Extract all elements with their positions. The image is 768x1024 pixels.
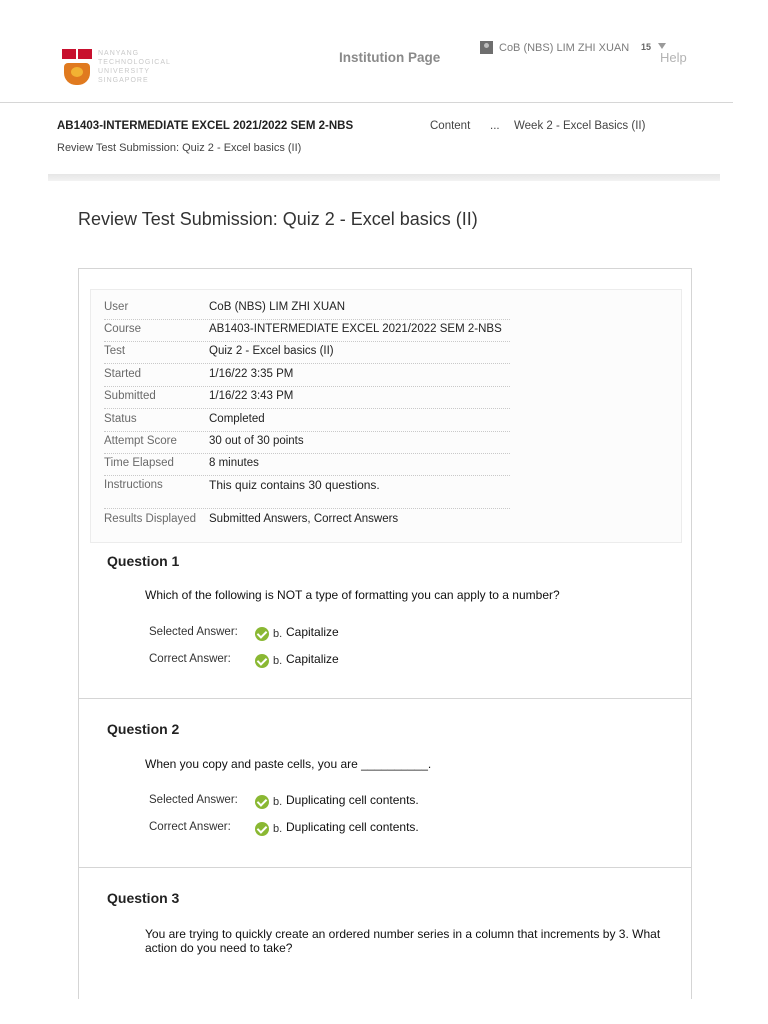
answer-letter: b. [273, 796, 283, 808]
notification-count-badge[interactable]: 15 [641, 42, 652, 52]
top-navigation-bar [0, 0, 733, 103]
summary-label: Submitted [104, 390, 156, 402]
question-block [79, 890, 691, 990]
question-title: Question 2 [107, 721, 180, 737]
summary-value: Quiz 2 - Excel basics (II) [209, 345, 334, 357]
summary-value: Completed [209, 413, 265, 425]
summary-row-user [104, 298, 510, 320]
question-block [79, 721, 691, 867]
page-title: Review Test Submission: Quiz 2 - Excel basics (II) [78, 209, 478, 229]
summary-label: User [104, 301, 129, 313]
answer-letter: b. [273, 823, 283, 835]
answer-text: Duplicating cell contents. [286, 793, 419, 807]
summary-label: Course [104, 323, 142, 335]
question-title: Question 3 [107, 890, 180, 906]
question-divider [79, 698, 691, 699]
summary-value: 30 out of 30 points [209, 435, 304, 447]
question-text: When you copy and paste cells, you are __________. [145, 757, 432, 771]
summary-value: CoB (NBS) LIM ZHI XUAN [209, 301, 346, 313]
summary-row-status [104, 410, 510, 432]
selected-answer-label: Selected Answer: [149, 794, 238, 806]
summary-label: Status [104, 413, 137, 425]
summary-label: Attempt Score [104, 435, 177, 447]
test-review-panel [78, 268, 692, 999]
breadcrumb-current-page: Review Test Submission: Quiz 2 - Excel basics (II) [57, 142, 302, 154]
summary-row-started [104, 365, 510, 387]
breadcrumb-ellipsis[interactable]: ... [490, 120, 500, 132]
summary-value: 8 minutes [209, 457, 259, 469]
submission-summary [90, 289, 682, 543]
summary-label: Results Displayed [104, 513, 197, 525]
summary-label: Time Elapsed [104, 457, 174, 469]
summary-value: 1/16/22 3:43 PM [209, 390, 294, 402]
breadcrumb-shadow-divider [48, 174, 720, 181]
correct-check-icon [255, 654, 269, 668]
summary-label: Instructions [104, 479, 163, 491]
question-text: You are trying to quickly create an ordered number series in a column that increments by 3. What action do you need to take? [145, 927, 661, 955]
question-title: Question 1 [107, 553, 180, 569]
crest-icon [60, 47, 94, 91]
breadcrumb-content-link[interactable]: Content [430, 120, 471, 132]
summary-row-course [104, 320, 510, 342]
answer-letter: b. [273, 628, 283, 640]
answer-text: Duplicating cell contents. [286, 820, 419, 834]
breadcrumb [0, 103, 733, 174]
correct-answer-label: Correct Answer: [149, 653, 231, 665]
correct-check-icon [255, 795, 269, 809]
breadcrumb-week-link[interactable]: Week 2 - Excel Basics (II) [514, 120, 646, 132]
help-link[interactable]: Help [660, 50, 687, 65]
summary-value: AB1403-INTERMEDIATE EXCEL 2021/2022 SEM 2-NBS [209, 323, 502, 335]
question-divider [79, 867, 691, 868]
correct-check-icon [255, 822, 269, 836]
chevron-down-icon[interactable] [658, 43, 666, 49]
institution-logo[interactable] [60, 47, 190, 93]
answer-text: Capitalize [286, 625, 339, 639]
summary-value: 1/16/22 3:35 PM [209, 368, 294, 380]
logo-wordmark: NANYANG TECHNOLOGICAL UNIVERSITY SINGAPORE [98, 50, 171, 84]
summary-row-test [104, 342, 510, 364]
summary-row-results-displayed [104, 510, 510, 531]
summary-label: Started [104, 368, 142, 380]
summary-value: This quiz contains 30 questions. [209, 478, 380, 492]
summary-row-time-elapsed [104, 454, 510, 476]
user-avatar-icon [480, 41, 493, 54]
summary-row-instructions [104, 476, 510, 509]
correct-answer-label: Correct Answer: [149, 821, 231, 833]
institution-page-link[interactable]: Institution Page [339, 50, 441, 65]
user-name[interactable]: CoB (NBS) LIM ZHI XUAN [499, 42, 630, 54]
summary-value: Submitted Answers, Correct Answers [209, 513, 399, 525]
question-block [79, 553, 691, 699]
summary-label: Test [104, 345, 126, 357]
answer-text: Capitalize [286, 652, 339, 666]
summary-row-attempt-score [104, 432, 510, 454]
summary-row-submitted [104, 387, 510, 409]
correct-check-icon [255, 627, 269, 641]
question-text: Which of the following is NOT a type of formatting you can apply to a number? [145, 588, 560, 602]
answer-letter: b. [273, 655, 283, 667]
selected-answer-label: Selected Answer: [149, 626, 238, 638]
breadcrumb-course-link[interactable]: AB1403-INTERMEDIATE EXCEL 2021/2022 SEM 2-NBS [57, 120, 354, 132]
